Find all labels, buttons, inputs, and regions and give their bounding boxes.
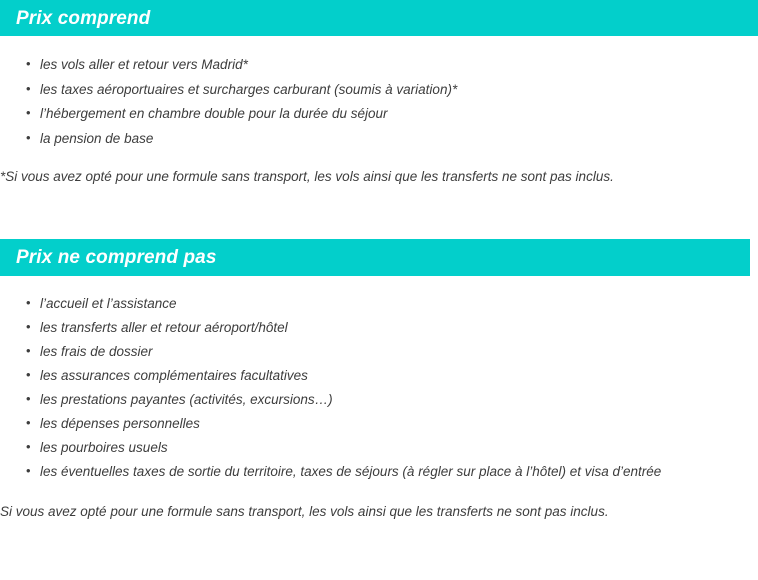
list-item: • les dépenses personnelles [0, 417, 661, 431]
exclusions-list [0, 297, 661, 489]
list-item: • les pourboires usuels [0, 441, 661, 455]
section-title-prix-ne-comprend-pas: Prix ne comprend pas [16, 247, 217, 268]
list-item: • les éventuelles taxes de sortie du territoire, taxes de séjours (à régler sur place à l’hôtel) et visa d’entrée [0, 465, 661, 479]
list-item: • l’hébergement en chambre double pour la durée du séjour [0, 107, 457, 121]
inclusions-footnote: *Si vous avez opté pour une formule sans transport, les vols ainsi que les transferts ne sont pas inclus. [0, 169, 614, 184]
section-title-prix-comprend: Prix comprend [16, 7, 151, 29]
list-item: • les prestations payantes (activités, excursions…) [0, 393, 661, 407]
section-header-prix-comprend [0, 0, 758, 36]
list-item: • la pension de base [0, 132, 457, 146]
section-header-prix-ne-comprend-pas [0, 239, 750, 276]
list-item: • les taxes aéroportuaires et surcharges carburant (soumis à variation)* [0, 83, 457, 97]
inclusions-list [0, 58, 457, 156]
exclusions-footnote: Si vous avez opté pour une formule sans transport, les vols ainsi que les transferts ne sont pas inclus. [0, 504, 609, 519]
section-header-prix-ne-comprend-pas-wrap [0, 239, 750, 276]
list-item: • les assurances complémentaires facultatives [0, 369, 661, 383]
list-item: • les transferts aller et retour aéroport/hôtel [0, 321, 661, 335]
list-item: • l’accueil et l’assistance [0, 297, 661, 311]
list-item: • les vols aller et retour vers Madrid* [0, 58, 457, 72]
list-item: • les frais de dossier [0, 345, 661, 359]
